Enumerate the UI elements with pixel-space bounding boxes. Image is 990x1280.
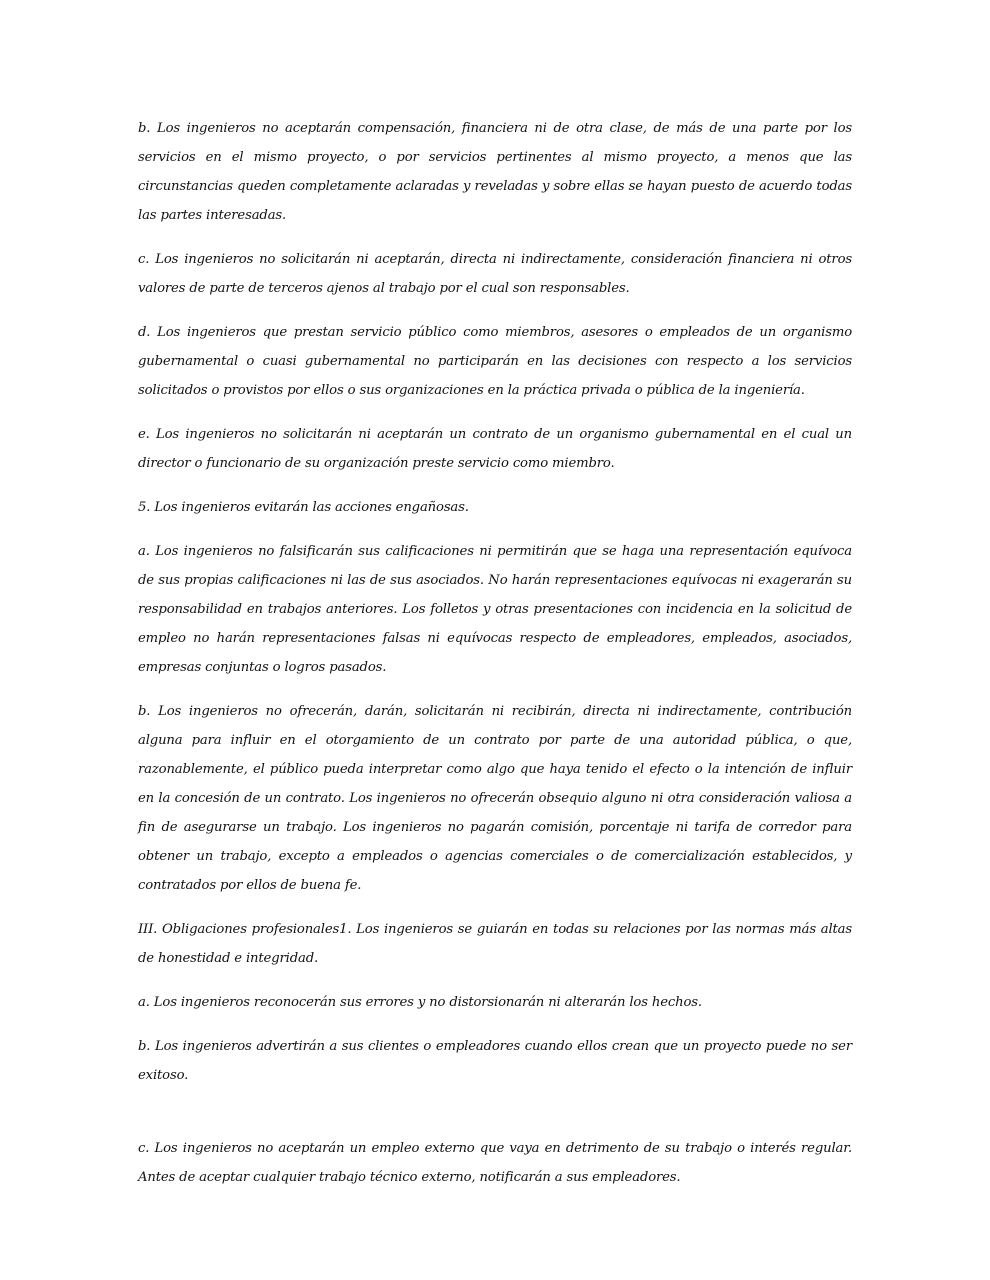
document-page [138,114,852,1207]
section-iii-professional-obligations: III. Obligaciones profesionales1. Los ingenieros se guiarán en todas su relaciones por las normas más altas de honestidad e integridad. [138,922,852,966]
paragraph-4d-public-service: d. Los ingenieros que prestan servicio público como miembros, asesores o empleados de un organismo gubernamental o cuasi gubernamental no participarán en las decisiones con respecto a los servicios solicitados o provistos por ellos o sus organizaciones en la práctica privada o pública de la ingeniería. [138,325,852,398]
paragraph-4c-third-party-consideration: c. Los ingenieros no solicitarán ni aceptarán, directa ni indirectamente, consideración financiera ni otros valores de parte de terceros ajenos al trabajo por el cual son responsables. [138,252,852,296]
paragraph-4b-compensation: b. Los ingenieros no aceptarán compensación, financiera ni de otra clase, de más de una parte por los servicios en el mismo proyecto, o por servicios pertinentes al mismo proyecto, a menos que las circunstancias queden completamente aclaradas y reveladas y sobre ellas se hayan puesto de acuerdo todas las partes interesadas. [138,121,852,223]
paragraph-iii-b-warnings: b. Los ingenieros advertirán a sus clientes o empleadores cuando ellos crean que un proyecto puede no ser exitoso. [138,1039,852,1083]
paragraph-4e-government-contract: e. Los ingenieros no solicitarán ni aceptarán un contrato de un organismo gubernamental en el cual un director o funcionario de su organización preste servicio como miembro. [138,427,852,471]
paragraph-5b-contributions: b. Los ingenieros no ofrecerán, darán, solicitarán ni recibirán, directa ni indirectamente, contribución alguna para influir en el otorgamiento de un contrato por parte de una autoridad pública, o que, razonablemente, el público pueda interpretar como algo que haya tenido el efecto o la intención de influir en la concesión de un contrato. Los ingenieros no ofrecerán obsequio alguno ni otra consideración valiosa a fin de asegurarse un trabajo. Los ingenieros no pagarán comisión, porcentaje ni tarifa de corredor para obtener un trabajo, excepto a empleados o agencias comerciales o de comercialización establecidos, y contratados por ellos de buena fe. [138,704,852,893]
paragraph-iii-a-errors: a. Los ingenieros reconocerán sus errores y no distorsionarán ni alterarán los hechos. [138,995,702,1010]
section-5-heading: 5. Los ingenieros evitarán las acciones engañosas. [138,500,469,515]
paragraph-5a-qualifications: a. Los ingenieros no falsificarán sus calificaciones ni permitirán que se haga una representación equívoca de sus propias calificaciones ni las de sus asociados. No harán representaciones equívocas ni exagerarán su responsabilidad en trabajos anteriores. Los folletos y otras presentaciones con incidencia en la solicitud de empleo no harán representaciones falsas ni equívocas respecto de empleadores, empleados, asociados, empresas conjuntas o logros pasados. [138,544,852,675]
paragraph-iii-c-outside-employment: c. Los ingenieros no aceptarán un empleo externo que vaya en detrimento de su trabajo o interés regular. Antes de aceptar cualquier trabajo técnico externo, notificarán a sus empleadores. [138,1141,852,1185]
